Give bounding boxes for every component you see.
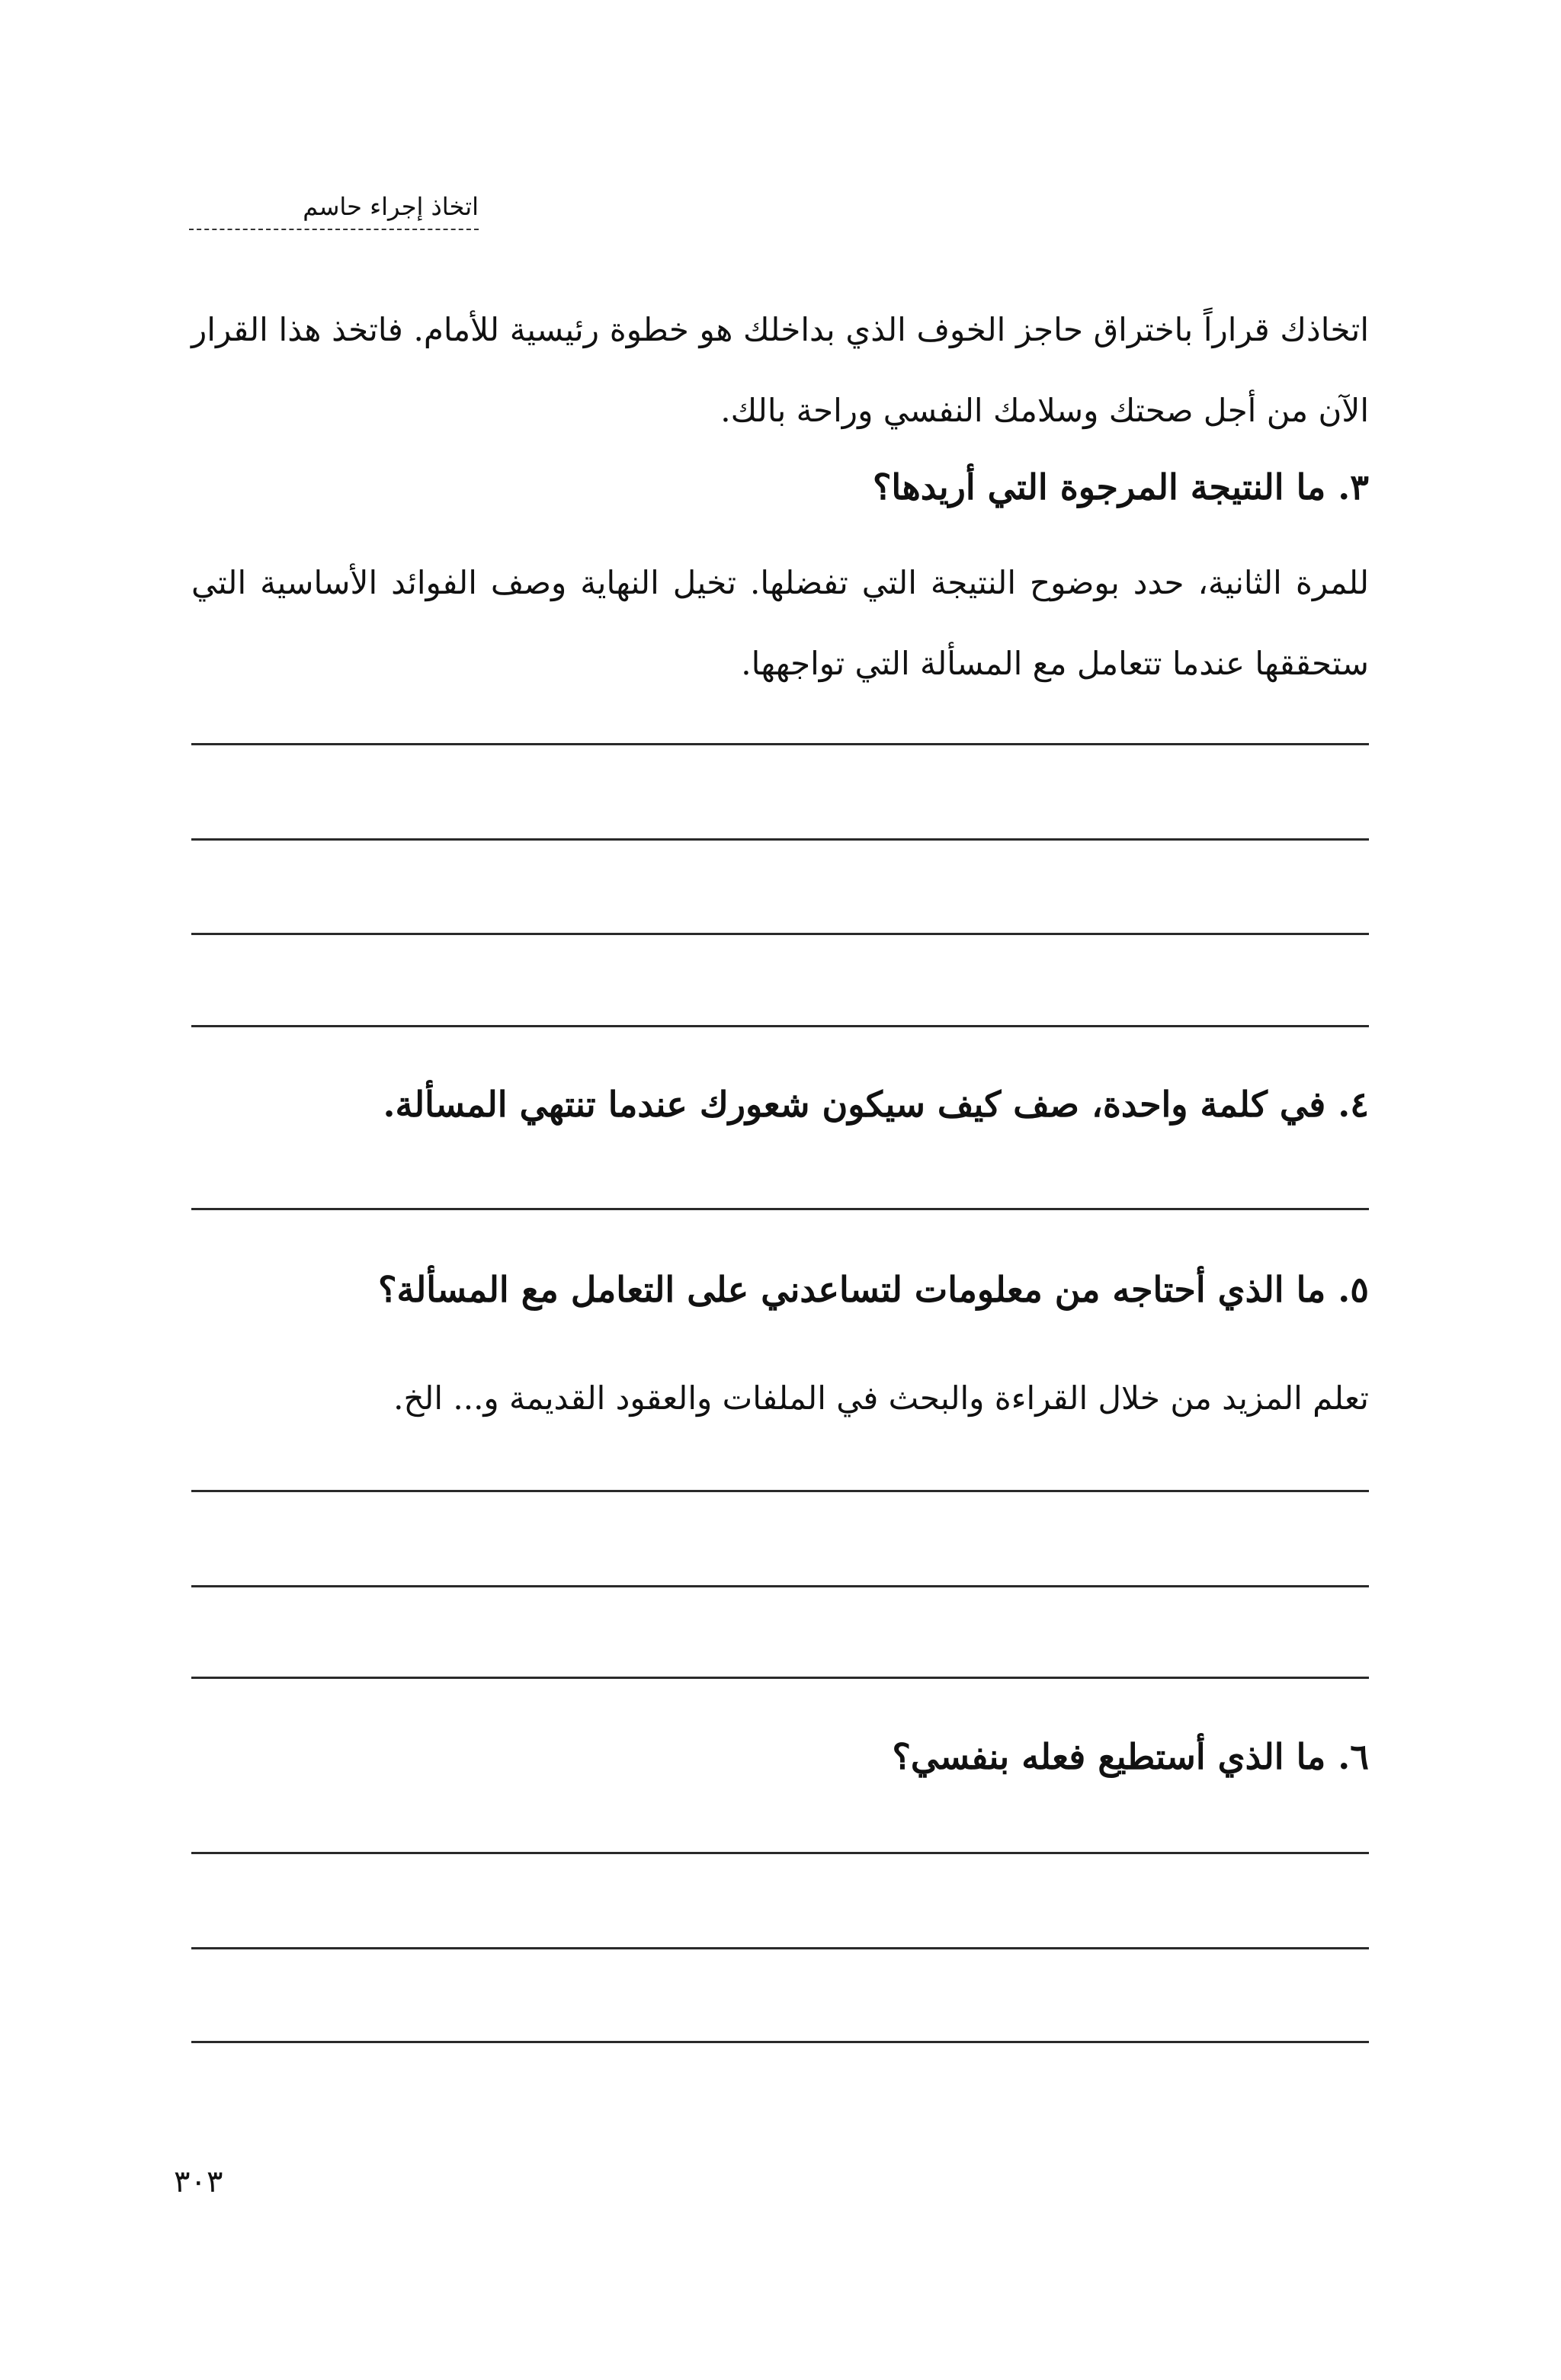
question-5-answer-line-1[interactable] [191,1490,1369,1492]
question-5-heading [191,1269,1369,1310]
question-3-number: ٣. [1338,466,1369,508]
question-5-answer-line-3[interactable] [191,1677,1369,1679]
running-header [227,192,479,221]
question-6-text: ما الذي أستطيع فعله بنفسي؟ [892,1736,1326,1777]
question-4-number: ٤. [1338,1084,1369,1125]
question-3-text: ما النتيجة المرجوة التي أريدها؟ [873,466,1326,508]
question-5-text: ما الذي أحتاجه من معلومات لتساعدني على التعامل مع المسألة؟ [378,1269,1326,1310]
question-3-instruction: للمرة الثانية، حدد بوضوح النتيجة التي تفضلها. تخيل النهاية وصف الفوائد الأساسية التي ستحققها عندما تتعامل مع المسألة التي تواجهها. [191,564,1369,682]
question-3-answer-line-2[interactable] [191,838,1369,841]
question-3-heading [191,466,1369,508]
question-6-number: ٦. [1338,1736,1369,1777]
question-4-text: في كلمة واحدة، صف كيف سيكون شعورك عندما تنتهي المسألة. [383,1084,1326,1125]
question-5-number: ٥. [1338,1269,1369,1310]
question-3-answer-line-4[interactable] [191,1025,1369,1027]
question-5-example: تعلم المزيد من خلال القراءة والبحث في الملفات والعقود القديمة و... الخ. [393,1379,1369,1417]
question-6-answer-line-2[interactable] [191,1947,1369,1949]
question-4-answer-line-1[interactable] [191,1208,1369,1210]
question-3-answer-line-3[interactable] [191,933,1369,935]
intro-paragraph: اتخاذك قراراً باختراق حاجز الخوف الذي بداخلك هو خطوة رئيسية للأمام. فاتخذ هذا القرار الآن من أجل صحتك وسلامك النفسي وراحة بالك. [191,311,1369,429]
question-5-answer-line-2[interactable] [191,1585,1369,1587]
question-6-heading [191,1736,1369,1777]
question-3-answer-line-1[interactable] [191,743,1369,745]
question-4-heading [191,1084,1369,1125]
running-title: اتخاذ إجراء حاسم [303,192,479,221]
question-6-answer-line-1[interactable] [191,1852,1369,1854]
header-rule [189,229,479,230]
page-number: ٣٠٣ [174,2164,223,2199]
question-6-answer-line-3[interactable] [191,2041,1369,2043]
